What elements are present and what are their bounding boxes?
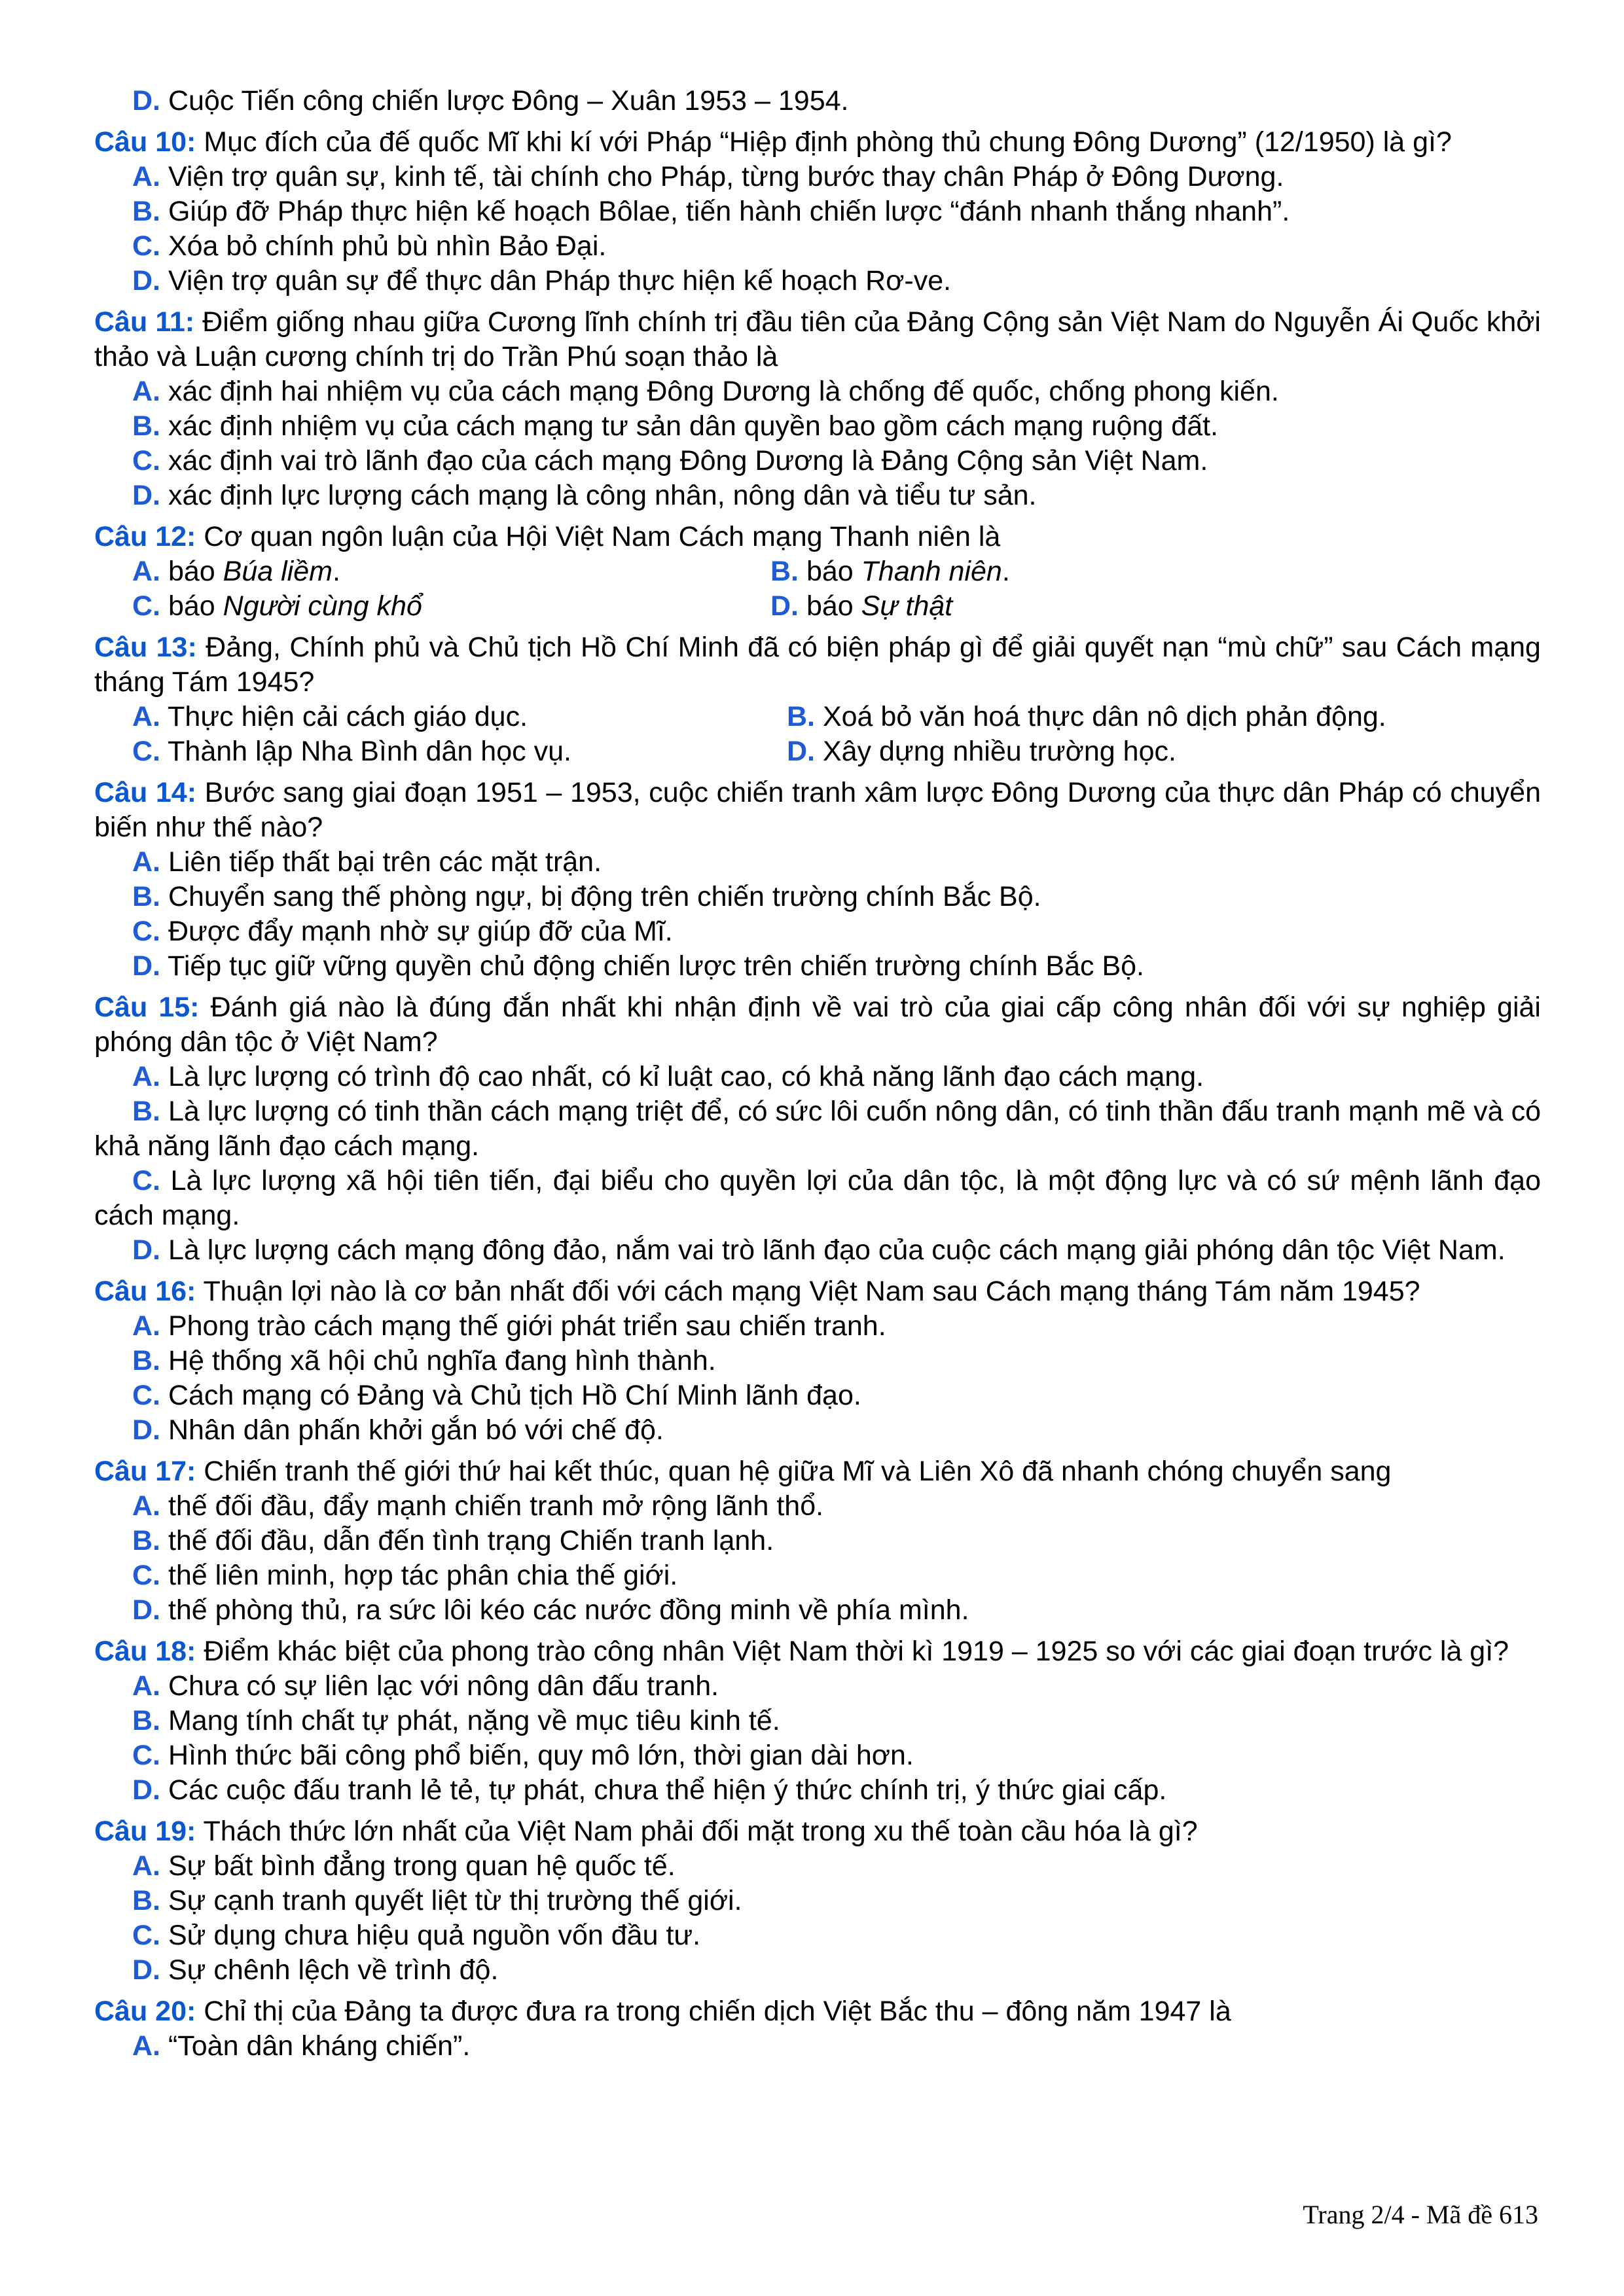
option-text: báo [799, 556, 861, 587]
question-20 [94, 1994, 1541, 2064]
option-text: Cuộc Tiến công chiến lược Đông – Xuân 1953 – 1954. [160, 85, 849, 117]
question-label: Câu 14: [94, 777, 197, 808]
option-c [94, 1378, 1541, 1413]
option-letter: B. [770, 556, 799, 587]
option-letter: C. [132, 445, 160, 476]
question-stem [94, 776, 1541, 845]
option-d [770, 589, 1409, 624]
option-c [94, 1738, 1541, 1773]
option-row [94, 554, 1541, 589]
question-13 [94, 630, 1541, 769]
option-a [94, 160, 1541, 194]
option-text: Sự cạnh tranh quyết liệt từ thị trường thế giới. [160, 1885, 742, 1916]
option-text: báo [160, 556, 223, 587]
option-text: thế đối đầu, đẩy mạnh chiến tranh mở rộng lãnh thổ. [160, 1490, 824, 1522]
option-text: Cách mạng có Đảng và Chủ tịch Hồ Chí Minh lãnh đạo. [160, 1380, 861, 1411]
question-label: Câu 13: [94, 632, 197, 663]
option-letter: C. [132, 916, 160, 947]
option-letter: C. [132, 1920, 160, 1951]
question-16 [94, 1274, 1541, 1448]
option-text: . [332, 556, 340, 587]
question-label: Câu 20: [94, 1996, 196, 2027]
newspaper-name: Thanh niên [861, 556, 1002, 587]
question-label: Câu 11: [94, 306, 195, 338]
option-text: . [1001, 556, 1010, 587]
option-text: Sự chênh lệch về trình độ. [160, 1954, 499, 1986]
question-stem [94, 1994, 1541, 2029]
option-a [94, 1309, 1541, 1344]
option-text: Là lực lượng có tinh thần cách mạng triệt để, có sức lôi cuốn nông dân, có tinh thần đấu tranh mạnh mẽ và có khả năng lãnh đạo cách mạng. [94, 1096, 1541, 1162]
newspaper-name: Sự thật [861, 590, 953, 622]
option-text: xác định hai nhiệm vụ của cách mạng Đông Dương là chống đế quốc, chống phong kiến. [160, 376, 1279, 407]
option-d [94, 1233, 1541, 1268]
page-footer: Trang 2/4 - Mã đề 613 [1303, 2200, 1538, 2229]
option-b [94, 194, 1541, 229]
option-c [94, 444, 1541, 478]
option-row [94, 589, 1541, 624]
question-text: Cơ quan ngôn luận của Hội Việt Nam Cách mạng Thanh niên là [196, 521, 1001, 552]
option-letter: D. [132, 1234, 160, 1266]
option-text: Sử dụng chưa hiệu quả nguồn vốn đầu tư. [160, 1920, 701, 1951]
option-text: “Toàn dân kháng chiến”. [160, 2030, 471, 2062]
option-a [94, 845, 1541, 880]
option-d [94, 1953, 1541, 1988]
question-stem [94, 630, 1541, 700]
question-stem [94, 990, 1541, 1060]
option-letter: A. [132, 1670, 160, 1702]
option-text: Viện trợ quân sự để thực dân Pháp thực hiện kế hoạch Rơ-ve. [160, 265, 952, 296]
option-letter: B. [787, 701, 815, 732]
option-b [94, 409, 1541, 444]
option-letter: D. [132, 1774, 160, 1806]
option-text: Chuyển sang thế phòng ngự, bị động trên chiến trường chính Bắc Bộ. [160, 881, 1041, 912]
option-letter: D. [770, 590, 799, 622]
option-letter: C. [132, 1740, 160, 1771]
option-d [94, 949, 1541, 984]
option-letter: B. [132, 1885, 160, 1916]
option-text: thế đối đầu, dẫn đến tình trạng Chiến tranh lạnh. [160, 1525, 774, 1556]
option-b [94, 1094, 1541, 1164]
option-d [94, 84, 1541, 118]
question-17 [94, 1454, 1541, 1628]
option-text: Tiếp tục giữ vững quyền chủ động chiến lược trên chiến trường chính Bắc Bộ. [160, 950, 1144, 982]
option-text: Thực hiện cải cách giáo dục. [160, 701, 528, 732]
option-text: Các cuộc đấu tranh lẻ tẻ, tự phát, chưa thể hiện ý thức chính trị, ý thức giai cấp. [160, 1774, 1167, 1806]
option-letter: A. [132, 556, 160, 587]
option-letter: B. [132, 196, 160, 227]
option-text: Liên tiếp thất bại trên các mặt trận. [160, 846, 602, 878]
option-letter: B. [132, 881, 160, 912]
question-label: Câu 12: [94, 521, 196, 552]
option-letter: B. [132, 1096, 160, 1127]
option-b [94, 880, 1541, 914]
option-c [94, 734, 787, 769]
option-text: thế liên minh, hợp tác phân chia thế giới. [160, 1560, 678, 1591]
question-text: Bước sang giai đoạn 1951 – 1953, cuộc chiến tranh xâm lược Đông Dương của thực dân Pháp có chuyển biến như thế nào? [94, 777, 1541, 843]
option-text: Giúp đỡ Pháp thực hiện kế hoạch Bôlae, tiến hành chiến lược “đánh nhanh thắng nhanh”. [160, 196, 1290, 227]
question-label: Câu 10: [94, 126, 196, 158]
question-stem [94, 1814, 1541, 1849]
option-a [94, 2029, 1541, 2064]
option-letter: D. [132, 1954, 160, 1986]
option-d [94, 478, 1541, 513]
option-a [94, 1669, 1541, 1704]
option-a [94, 1849, 1541, 1884]
option-c [94, 1558, 1541, 1593]
option-letter: C. [132, 590, 160, 622]
option-text: Xây dựng nhiều trường học. [815, 736, 1176, 767]
option-c [94, 914, 1541, 949]
option-text: báo [799, 590, 861, 622]
option-a [94, 700, 787, 734]
option-letter: D. [132, 950, 160, 982]
question-stem [94, 305, 1541, 374]
option-letter: D. [787, 736, 815, 767]
question-text: Điểm giống nhau giữa Cương lĩnh chính trị đầu tiên của Đảng Cộng sản Việt Nam do Nguyễn Ái Quốc khởi thảo và Luận cương chính trị do Trần Phú soạn thảo là [94, 306, 1541, 372]
option-d [94, 1773, 1541, 1808]
option-text: Là lực lượng xã hội tiên tiến, đại biểu cho quyền lợi của dân tộc, là một động lực và có sứ mệnh lãnh đạo cách mạng. [94, 1165, 1541, 1231]
question-text: Đảng, Chính phủ và Chủ tịch Hồ Chí Minh đã có biện pháp gì để giải quyết nạn “mù chữ” sau Cách mạng tháng Tám 1945? [94, 632, 1541, 698]
option-text: Chưa có sự liên lạc với nông dân đấu tranh. [160, 1670, 719, 1702]
question-text: Thách thức lớn nhất của Việt Nam phải đối mặt trong xu thế toàn cầu hóa là gì? [196, 1816, 1198, 1847]
option-text: Phong trào cách mạng thế giới phát triển sau chiến tranh. [160, 1310, 886, 1342]
option-letter: D. [132, 480, 160, 511]
option-text: Được đẩy mạnh nhờ sự giúp đỡ của Mĩ. [160, 916, 673, 947]
option-row [94, 734, 1541, 769]
option-text: Thành lập Nha Bình dân học vụ. [160, 736, 571, 767]
option-c [94, 1918, 1541, 1953]
question-stem [94, 1634, 1541, 1669]
option-b [787, 700, 1441, 734]
exam-page [94, 84, 1541, 2064]
newspaper-name: Người cùng khổ [223, 590, 422, 622]
option-c [94, 229, 1541, 264]
question-text: Chiến tranh thế giới thứ hai kết thúc, quan hệ giữa Mĩ và Liên Xô đã nhanh chóng chuyển sang [196, 1456, 1392, 1487]
question-text: Thuận lợi nào là cơ bản nhất đối với cách mạng Việt Nam sau Cách mạng tháng Tám năm 1945? [196, 1276, 1420, 1307]
question-stem [94, 125, 1541, 160]
option-letter: C. [132, 230, 160, 262]
option-a [94, 374, 1541, 409]
option-b [94, 1524, 1541, 1558]
option-letter: B. [132, 410, 160, 442]
question-text: Điểm khác biệt của phong trào công nhân Việt Nam thời kì 1919 – 1925 so với các giai đoạn trước là gì? [196, 1636, 1509, 1667]
option-letter: D. [132, 1594, 160, 1626]
option-text: thế phòng thủ, ra sức lôi kéo các nước đồng minh về phía mình. [160, 1594, 969, 1626]
question-stem [94, 1274, 1541, 1309]
option-letter: D. [132, 265, 160, 296]
option-letter: A. [132, 846, 160, 878]
option-letter: A. [132, 1310, 160, 1342]
option-c [94, 589, 770, 624]
option-letter: A. [132, 2030, 160, 2062]
option-letter: B. [132, 1345, 160, 1376]
option-text: xác định vai trò lãnh đạo của cách mạng Đông Dương là Đảng Cộng sản Việt Nam. [160, 445, 1208, 476]
option-d [787, 734, 1441, 769]
question-18 [94, 1634, 1541, 1808]
question-19 [94, 1814, 1541, 1988]
option-text: Hình thức bãi công phổ biến, quy mô lớn, thời gian dài hơn. [160, 1740, 914, 1771]
question-14 [94, 776, 1541, 984]
question-label: Câu 17: [94, 1456, 196, 1487]
question-label: Câu 19: [94, 1816, 196, 1847]
option-letter: A. [132, 1061, 160, 1092]
option-d [94, 1413, 1541, 1448]
option-a [94, 554, 770, 589]
question-9-tail [94, 84, 1541, 118]
option-d [94, 1593, 1541, 1628]
option-letter: A. [132, 1490, 160, 1522]
option-d [94, 264, 1541, 298]
option-text: Là lực lượng có trình độ cao nhất, có kỉ luật cao, có khả năng lãnh đạo cách mạng. [160, 1061, 1204, 1092]
question-text: Đánh giá nào là đúng đắn nhất khi nhận định về vai trò của giai cấp công nhân đối với sự nghiệp giải phóng dân tộc ở Việt Nam? [94, 992, 1541, 1058]
option-letter: C. [132, 1165, 160, 1196]
option-row [94, 700, 1541, 734]
option-a [94, 1489, 1541, 1524]
option-letter: B. [132, 1705, 160, 1736]
option-letter: C. [132, 1380, 160, 1411]
option-letter: C. [132, 736, 160, 767]
option-text: Viện trợ quân sự, kinh tế, tài chính cho Pháp, từng bước thay chân Pháp ở Đông Dương. [160, 161, 1284, 192]
question-text: Chỉ thị của Đảng ta được đưa ra trong chiến dịch Việt Bắc thu – đông năm 1947 là [196, 1996, 1231, 2027]
newspaper-name: Búa liềm [223, 556, 333, 587]
option-b [770, 554, 1409, 589]
question-text: Mục đích của đế quốc Mĩ khi kí với Pháp “Hiệp định phòng thủ chung Đông Dương” (12/1950) là gì? [196, 126, 1452, 158]
option-letter: A. [132, 376, 160, 407]
option-text: báo [160, 590, 223, 622]
option-letter: C. [132, 1560, 160, 1591]
question-label: Câu 18: [94, 1636, 196, 1667]
question-12 [94, 520, 1541, 624]
option-c [94, 1164, 1541, 1233]
question-15 [94, 990, 1541, 1268]
option-letter: D. [132, 85, 160, 117]
question-label: Câu 15: [94, 992, 200, 1023]
option-text: Xoá bỏ văn hoá thực dân nô dịch phản động. [815, 701, 1386, 732]
question-stem [94, 520, 1541, 554]
option-text: Xóa bỏ chính phủ bù nhìn Bảo Đại. [160, 230, 607, 262]
question-11 [94, 305, 1541, 513]
option-text: Mang tính chất tự phát, nặng về mục tiêu kinh tế. [160, 1705, 780, 1736]
option-letter: A. [132, 701, 160, 732]
option-text: Sự bất bình đẳng trong quan hệ quốc tế. [160, 1850, 676, 1882]
option-b [94, 1884, 1541, 1918]
option-letter: B. [132, 1525, 160, 1556]
option-text: Hệ thống xã hội chủ nghĩa đang hình thành. [160, 1345, 716, 1376]
question-stem [94, 1454, 1541, 1489]
option-text: Nhân dân phấn khởi gắn bó với chế độ. [160, 1414, 664, 1446]
option-text: xác định nhiệm vụ của cách mạng tư sản dân quyền bao gồm cách mạng ruộng đất. [160, 410, 1219, 442]
option-text: Là lực lượng cách mạng đông đảo, nắm vai trò lãnh đạo của cuộc cách mạng giải phóng dân tộc Việt Nam. [160, 1234, 1506, 1266]
option-a [94, 1060, 1541, 1094]
question-label: Câu 16: [94, 1276, 196, 1307]
option-text: xác định lực lượng cách mạng là công nhân, nông dân và tiểu tư sản. [160, 480, 1037, 511]
option-letter: D. [132, 1414, 160, 1446]
question-10 [94, 125, 1541, 298]
option-letter: A. [132, 161, 160, 192]
option-letter: A. [132, 1850, 160, 1882]
option-b [94, 1704, 1541, 1738]
option-b [94, 1344, 1541, 1378]
